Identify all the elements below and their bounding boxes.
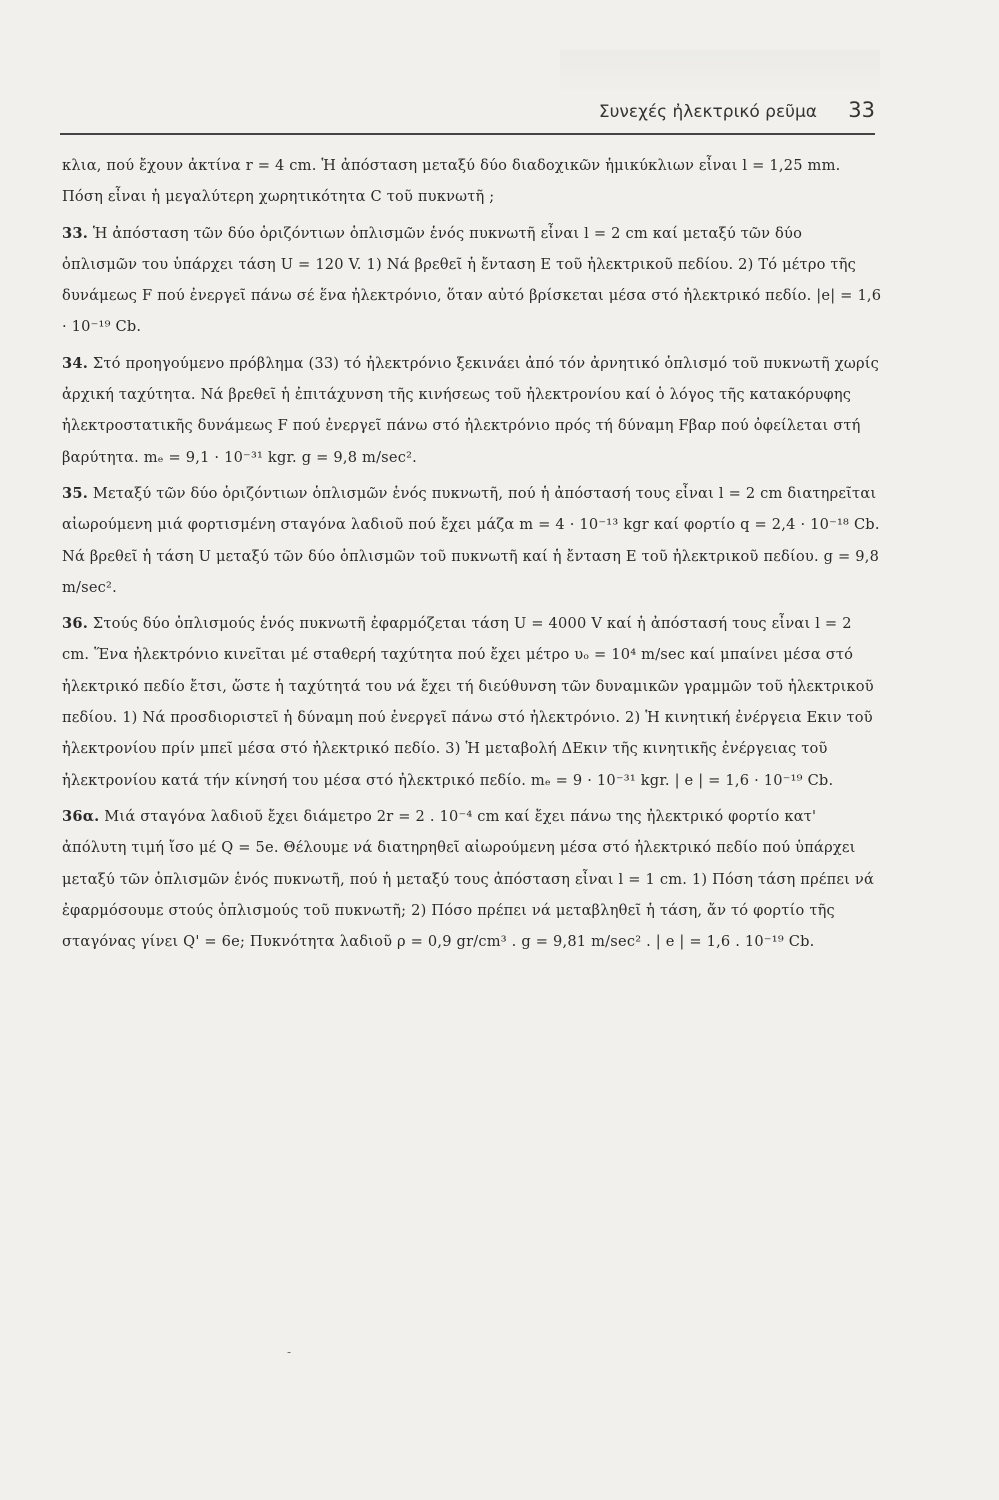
problem-number: 33.	[62, 224, 88, 242]
continued-problem-text: κλια, πού ἔχουν ἀκτίνα r = 4 cm. Ἡ ἀπόσταση μεταξύ δύο διαδοχικῶν ἡμικύκλιων εἶναι l = 1,25 mm. Πόση εἶναι ἡ μεγαλύτερη χωρητικότητα C τοῦ πυκνωτῆ ;	[62, 157, 841, 206]
problem-text: Στό προηγούμενο πρόβλημα (33) τό ἠλεκτρόνιο ξεκινάει ἀπό τόν ἀρνητικό ὁπλισμό τοῦ πυκνωτῆ χωρίς ἀρχική ταχύτητα. Νά βρεθεῖ ἡ ἐπιτάχυνση τῆς κινήσεως τοῦ ἠλεκτρονίου καί ὁ λόγος τῆς κατακόρυφης ἠλεκτροστατικῆς δυνάμεως F πού ἐνεργεῖ πάνω στό ἠλεκτρόνιο πρός τή δύναμη Fβαρ πού ὀφείλεται στή βαρύτητα. mₑ = 9,1 · 10⁻³¹ kgr. g = 9,8 m/sec².	[62, 354, 880, 466]
header-rule	[60, 133, 875, 135]
problem-number: 36.	[62, 615, 88, 633]
problem-list	[62, 150, 882, 957]
problem-text: Μεταξύ τῶν δύο ὁριζόντιων ὁπλισμῶν ἑνός πυκνωτῆ, πού ἡ ἀπόστασή τους εἶναι l = 2 cm διατηρεῖται αἰωρούμενη μιά φορτισμένη σταγόνα λαδιοῦ πού ἔχει μάζα m = 4 · 10⁻¹³ kgr καί φορτίο q = 2,4 · 10⁻¹⁸ Cb. Νά βρεθεῖ ἡ τάση U μεταξύ τῶν δύο ὁπλισμῶν τοῦ πυκνωτῆ καί ἡ ἔνταση Ε τοῦ ἠλεκτρικοῦ πεδίου. g = 9,8 m/sec².	[62, 484, 880, 596]
problem-number: 36α.	[62, 807, 100, 825]
page-number: 33	[848, 98, 875, 122]
page-header	[60, 96, 875, 130]
problem-33	[62, 218, 882, 343]
problem-35	[62, 478, 882, 603]
running-title: Συνεχές ἠλεκτρικό ρεῦμα	[598, 102, 817, 122]
problem-number: 35.	[62, 484, 88, 502]
problem-text: Ἡ ἀπόσταση τῶν δύο ὁριζόντιων ὁπλισμῶν ἑνός πυκνωτῆ εἶναι l = 2 cm καί μεταξύ τῶν δύο ὁπλισμῶν του ὑπάρχει τάση U = 120 V. 1) Νά βρεθεῖ ἡ ἔνταση Ε τοῦ ἠλεκτρικοῦ πεδίου. 2) Τό μέτρο τῆς δυνάμεως F πού ἐνεργεῖ πάνω σέ ἕνα ἠλεκτρόνιο, ὅταν αὐτό βρίσκεται μέσα στό ἠλεκτρικό πεδίο. |e| = 1,6 · 10⁻¹⁹ Cb.	[62, 224, 882, 336]
problem-text: Μιά σταγόνα λαδιοῦ ἔχει διάμετρο 2r = 2 . 10⁻⁴ cm καί ἔχει πάνω της ἠλεκτρικό φορτίο κατ' ἀπόλυτη τιμή ἴσο μέ Q = 5e. Θέλουμε νά διατηρηθεῖ αἰωρούμενη μέσα στό ἠλεκτρικό πεδίο πού ὑπάρχει μεταξύ τῶν ὁπλισμῶν ἑνός πυκνωτῆ, πού ἡ μεταξύ τους ἀπόσταση εἶναι l = 1 cm. 1) Πόση τάση πρέπει νά ἐφαρμόσουμε στούς ὁπλισμούς τοῦ πυκνωτῆ; 2) Πόσο πρέπει νά μεταβληθεῖ ἡ τάση, ἄν τό φορτίο τῆς σταγόνας γίνει Q' = 6e; Πυκνότητα λαδιοῦ ρ = 0,9 gr/cm³ . g = 9,81 m/sec² . | e | = 1,6 . 10⁻¹⁹ Cb.	[62, 807, 875, 951]
problem-number: 34.	[62, 354, 88, 372]
problem-36a	[62, 801, 882, 957]
reverse-side-bleed-through	[70, 1000, 890, 1480]
bleed-through-shadow	[560, 50, 880, 90]
stray-mark: -	[287, 1345, 292, 1359]
problem-text: Στούς δύο ὁπλισμούς ἑνός πυκνωτῆ ἐφαρμόζεται τάση U = 4000 V καί ἡ ἀπόστασή τους εἶναι l = 2 cm. Ἕνα ἠλεκτρόνιο κινεῖται μέ σταθερή ταχύτητα πού ἔχει μέτρο υₒ = 10⁴ m/sec καί μπαίνει μέσα στό ἠλεκτρικό πεδίο ἔτσι, ὥστε ἡ ταχύτητά του νά ἔχει τή διεύθυνση τῶν δυναμικῶν γραμμῶν τοῦ ἠλεκτρικοῦ πεδίου. 1) Νά προσδιοριστεῖ ἡ δύναμη πού ἐνεργεῖ πάνω στό ἠλεκτρόνιο. 2) Ἡ κινητική ἐνέργεια Εκιν τοῦ ἠλεκτρονίου πρίν μπεῖ μέσα στό ἠλεκτρικό πεδίο. 3) Ἡ μεταβολή ΔΕκιν τῆς κινητικῆς ἐνέργειας τοῦ ἠλεκτρονίου κατά τήν κίνησή του μέσα στό ἠλεκτρικό πεδίο. mₑ = 9 · 10⁻³¹ kgr. | e | = 1,6 · 10⁻¹⁹ Cb.	[62, 615, 874, 789]
problem-36	[62, 608, 882, 796]
problem-34	[62, 348, 882, 473]
